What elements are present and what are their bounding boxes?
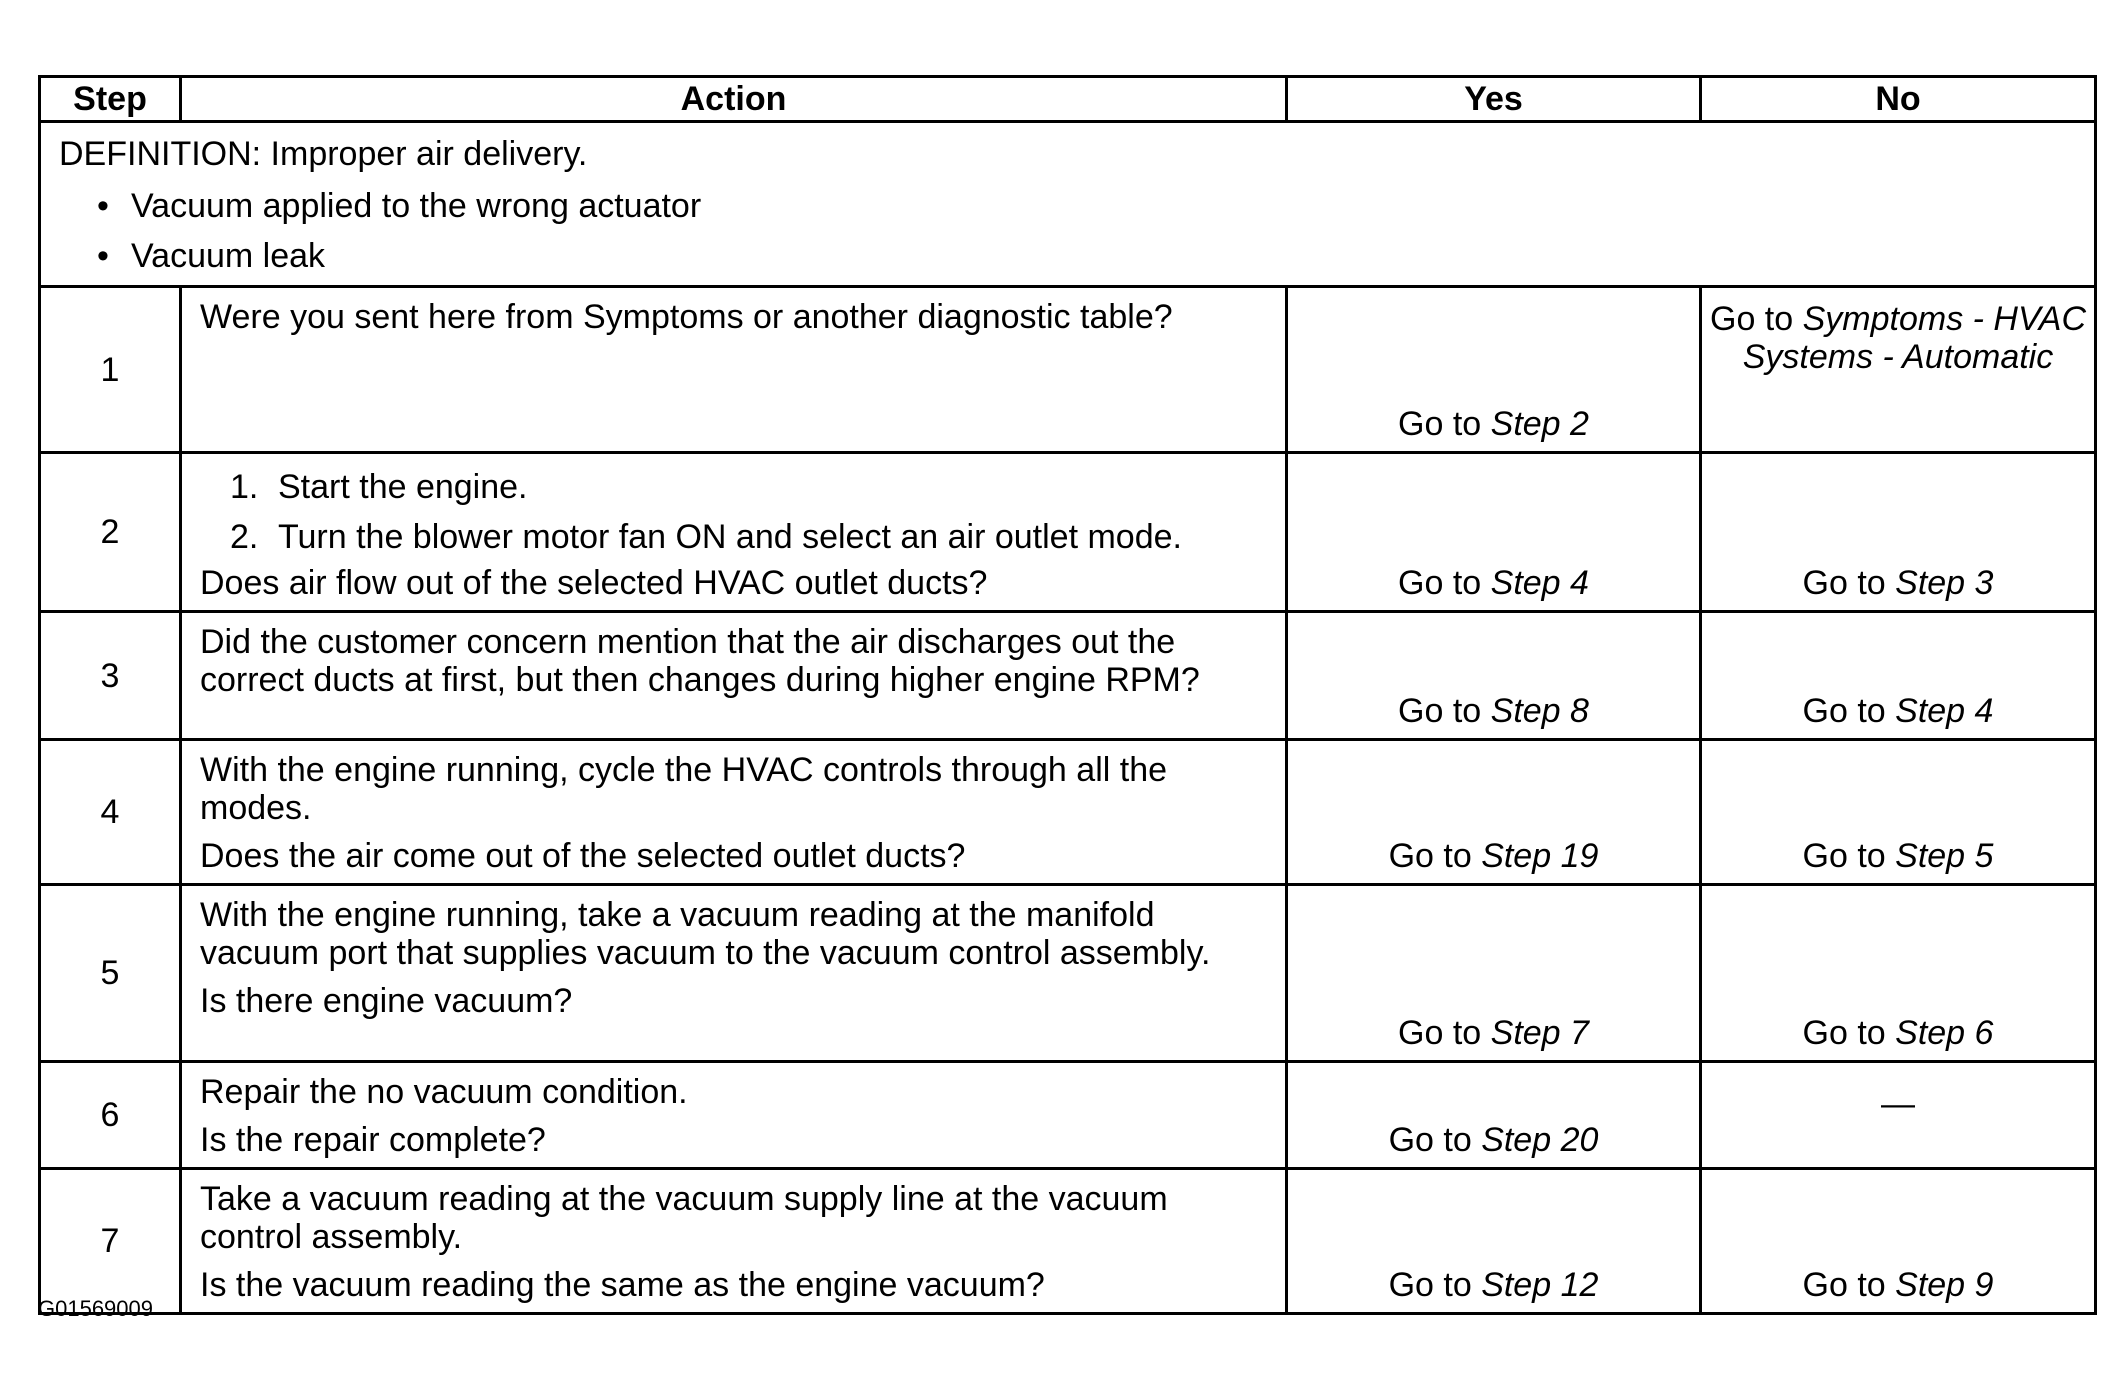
step-reference: Step 2 (1490, 405, 1589, 443)
action-question: Is the repair complete? (200, 1121, 546, 1159)
definition-row (40, 122, 2096, 287)
no-cell: Go to Step 9 (1701, 1169, 2096, 1314)
no-cell: Go to Symptoms - HVAC Systems - Automatic (1701, 287, 2096, 453)
step-number: 6 (40, 1062, 181, 1169)
yes-cell: Go to Step 7 (1287, 885, 1701, 1062)
action-cell (181, 740, 1287, 885)
action-cell (181, 885, 1287, 1062)
numbered-item: 1. Start the engine. (230, 468, 528, 506)
step-reference: Step 8 (1490, 692, 1589, 730)
step-reference: Step 3 (1895, 564, 1994, 602)
step-reference: Step 9 (1895, 1266, 1994, 1304)
diagnostic-table (38, 75, 2097, 1315)
step-number: 5 (40, 885, 181, 1062)
figure-id: G01569009 (38, 1296, 153, 1321)
table-row (40, 287, 2096, 453)
no-cell: Go to Step 6 (1701, 885, 2096, 1062)
action-cell (181, 1169, 1287, 1314)
yes-cell: Go to Step 2 (1287, 287, 1701, 453)
header-yes: Yes (1287, 77, 1701, 122)
definition-bullet: • Vacuum applied to the wrong actuator (59, 181, 2076, 231)
action-question: Is the vacuum reading the same as the engine vacuum? (200, 1266, 1045, 1304)
yes-cell: Go to Step 4 (1287, 453, 1701, 612)
action-text: With the engine running, take a vacuum reading at the manifold vacuum port that supplies vacuum to the vacuum control assembly. (200, 896, 1211, 972)
step-reference: Step 6 (1895, 1014, 1994, 1052)
action-text: Repair the no vacuum condition. (200, 1073, 688, 1111)
definition-bullet: • Vacuum leak (59, 231, 2076, 281)
action-question: Does air flow out of the selected HVAC outlet ducts? (200, 564, 988, 602)
table-row (40, 1062, 2096, 1169)
action-text: With the engine running, cycle the HVAC controls through all the modes. (200, 751, 1168, 827)
numbered-item: 2. Turn the blower motor fan ON and select an air outlet mode. (230, 518, 1182, 556)
header-action: Action (181, 77, 1287, 122)
step-reference: Step 4 (1895, 692, 1994, 730)
definition-title: DEFINITION: Improper air delivery. (59, 135, 588, 173)
action-cell (181, 287, 1287, 453)
step-reference: Step 12 (1481, 1266, 1599, 1304)
no-cell: Go to Step 5 (1701, 740, 2096, 885)
yes-cell: Go to Step 8 (1287, 612, 1701, 740)
step-number: 3 (40, 612, 181, 740)
step-reference: Step 4 (1490, 564, 1589, 602)
action-cell (181, 1062, 1287, 1169)
no-cell: — (1701, 1062, 2096, 1169)
action-cell (181, 453, 1287, 612)
table-row (40, 1169, 2096, 1314)
step-number: 1 (40, 287, 181, 453)
action-question: Is there engine vacuum? (200, 982, 573, 1020)
table-row (40, 612, 2096, 740)
action-text: Did the customer concern mention that the air discharges out the correct ducts at first, but then changes during higher engine RPM? (200, 623, 1200, 699)
action-cell (181, 612, 1287, 740)
header-row (40, 77, 2096, 122)
no-cell: Go to Step 3 (1701, 453, 2096, 612)
step-reference: Step 5 (1895, 837, 1994, 875)
bullet-icon: • (97, 237, 109, 275)
step-number: 4 (40, 740, 181, 885)
yes-cell: Go to Step 19 (1287, 740, 1701, 885)
action-question: Does the air come out of the selected outlet ducts? (200, 837, 966, 875)
step-number: 2 (40, 453, 181, 612)
step-reference: Step 7 (1490, 1014, 1589, 1052)
action-text: Were you sent here from Symptoms or another diagnostic table? (200, 298, 1173, 336)
action-text: Take a vacuum reading at the vacuum supply line at the vacuum control assembly. (200, 1180, 1168, 1256)
step-reference: Step 20 (1481, 1121, 1599, 1159)
step-number: 7 (40, 1169, 181, 1314)
header-no: No (1701, 77, 2096, 122)
table-row (40, 885, 2096, 1062)
no-cell: Go to Step 4 (1701, 612, 2096, 740)
table-row (40, 453, 2096, 612)
yes-cell: Go to Step 20 (1287, 1062, 1701, 1169)
table-row (40, 740, 2096, 885)
bullet-icon: • (97, 187, 109, 225)
definition-cell (40, 122, 2096, 287)
header-step: Step (40, 77, 181, 122)
procedure-reference: Symptoms - HVAC Systems - Automatic (1742, 300, 2086, 376)
yes-cell: Go to Step 12 (1287, 1169, 1701, 1314)
step-reference: Step 19 (1481, 837, 1599, 875)
